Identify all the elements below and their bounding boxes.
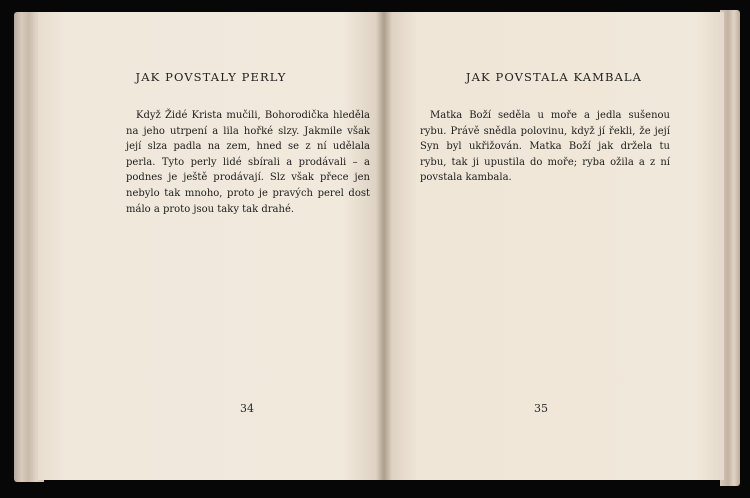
open-book bbox=[14, 4, 740, 488]
right-page-title: JAK POVSTALA KAMBALA bbox=[465, 70, 643, 84]
right-page bbox=[384, 12, 724, 480]
left-page-title: JAK POVSTALY PERLY bbox=[135, 70, 287, 84]
book-gutter bbox=[376, 12, 392, 480]
left-page-text: Když Židé Krista mučili, Bohorodička hleděla na jeho utrpení a lila hořké slzy. Jakmile však její slza padla na zem, hned se z ní udělala perla. Tyto perly lidé sbírali a prodávali – a podnes je ještě prodávají. Slz však přece jen nebylo tak mnoho, proto je pravých perel dost málo a proto jsou taky tak drahé. bbox=[126, 110, 370, 215]
right-page-number: 35 bbox=[534, 402, 548, 415]
left-page bbox=[38, 12, 384, 480]
right-page-text: Matka Boží seděla u moře a jedla sušenou rybu. Právě snědla polovinu, když jí řekli, že její Syn byl ukřižován. Matka Boží jak držela tu rybu, tak ji upustila do moře; ryba ožila a z ní povstala kambala. bbox=[420, 110, 670, 184]
left-page-number: 34 bbox=[240, 402, 254, 415]
